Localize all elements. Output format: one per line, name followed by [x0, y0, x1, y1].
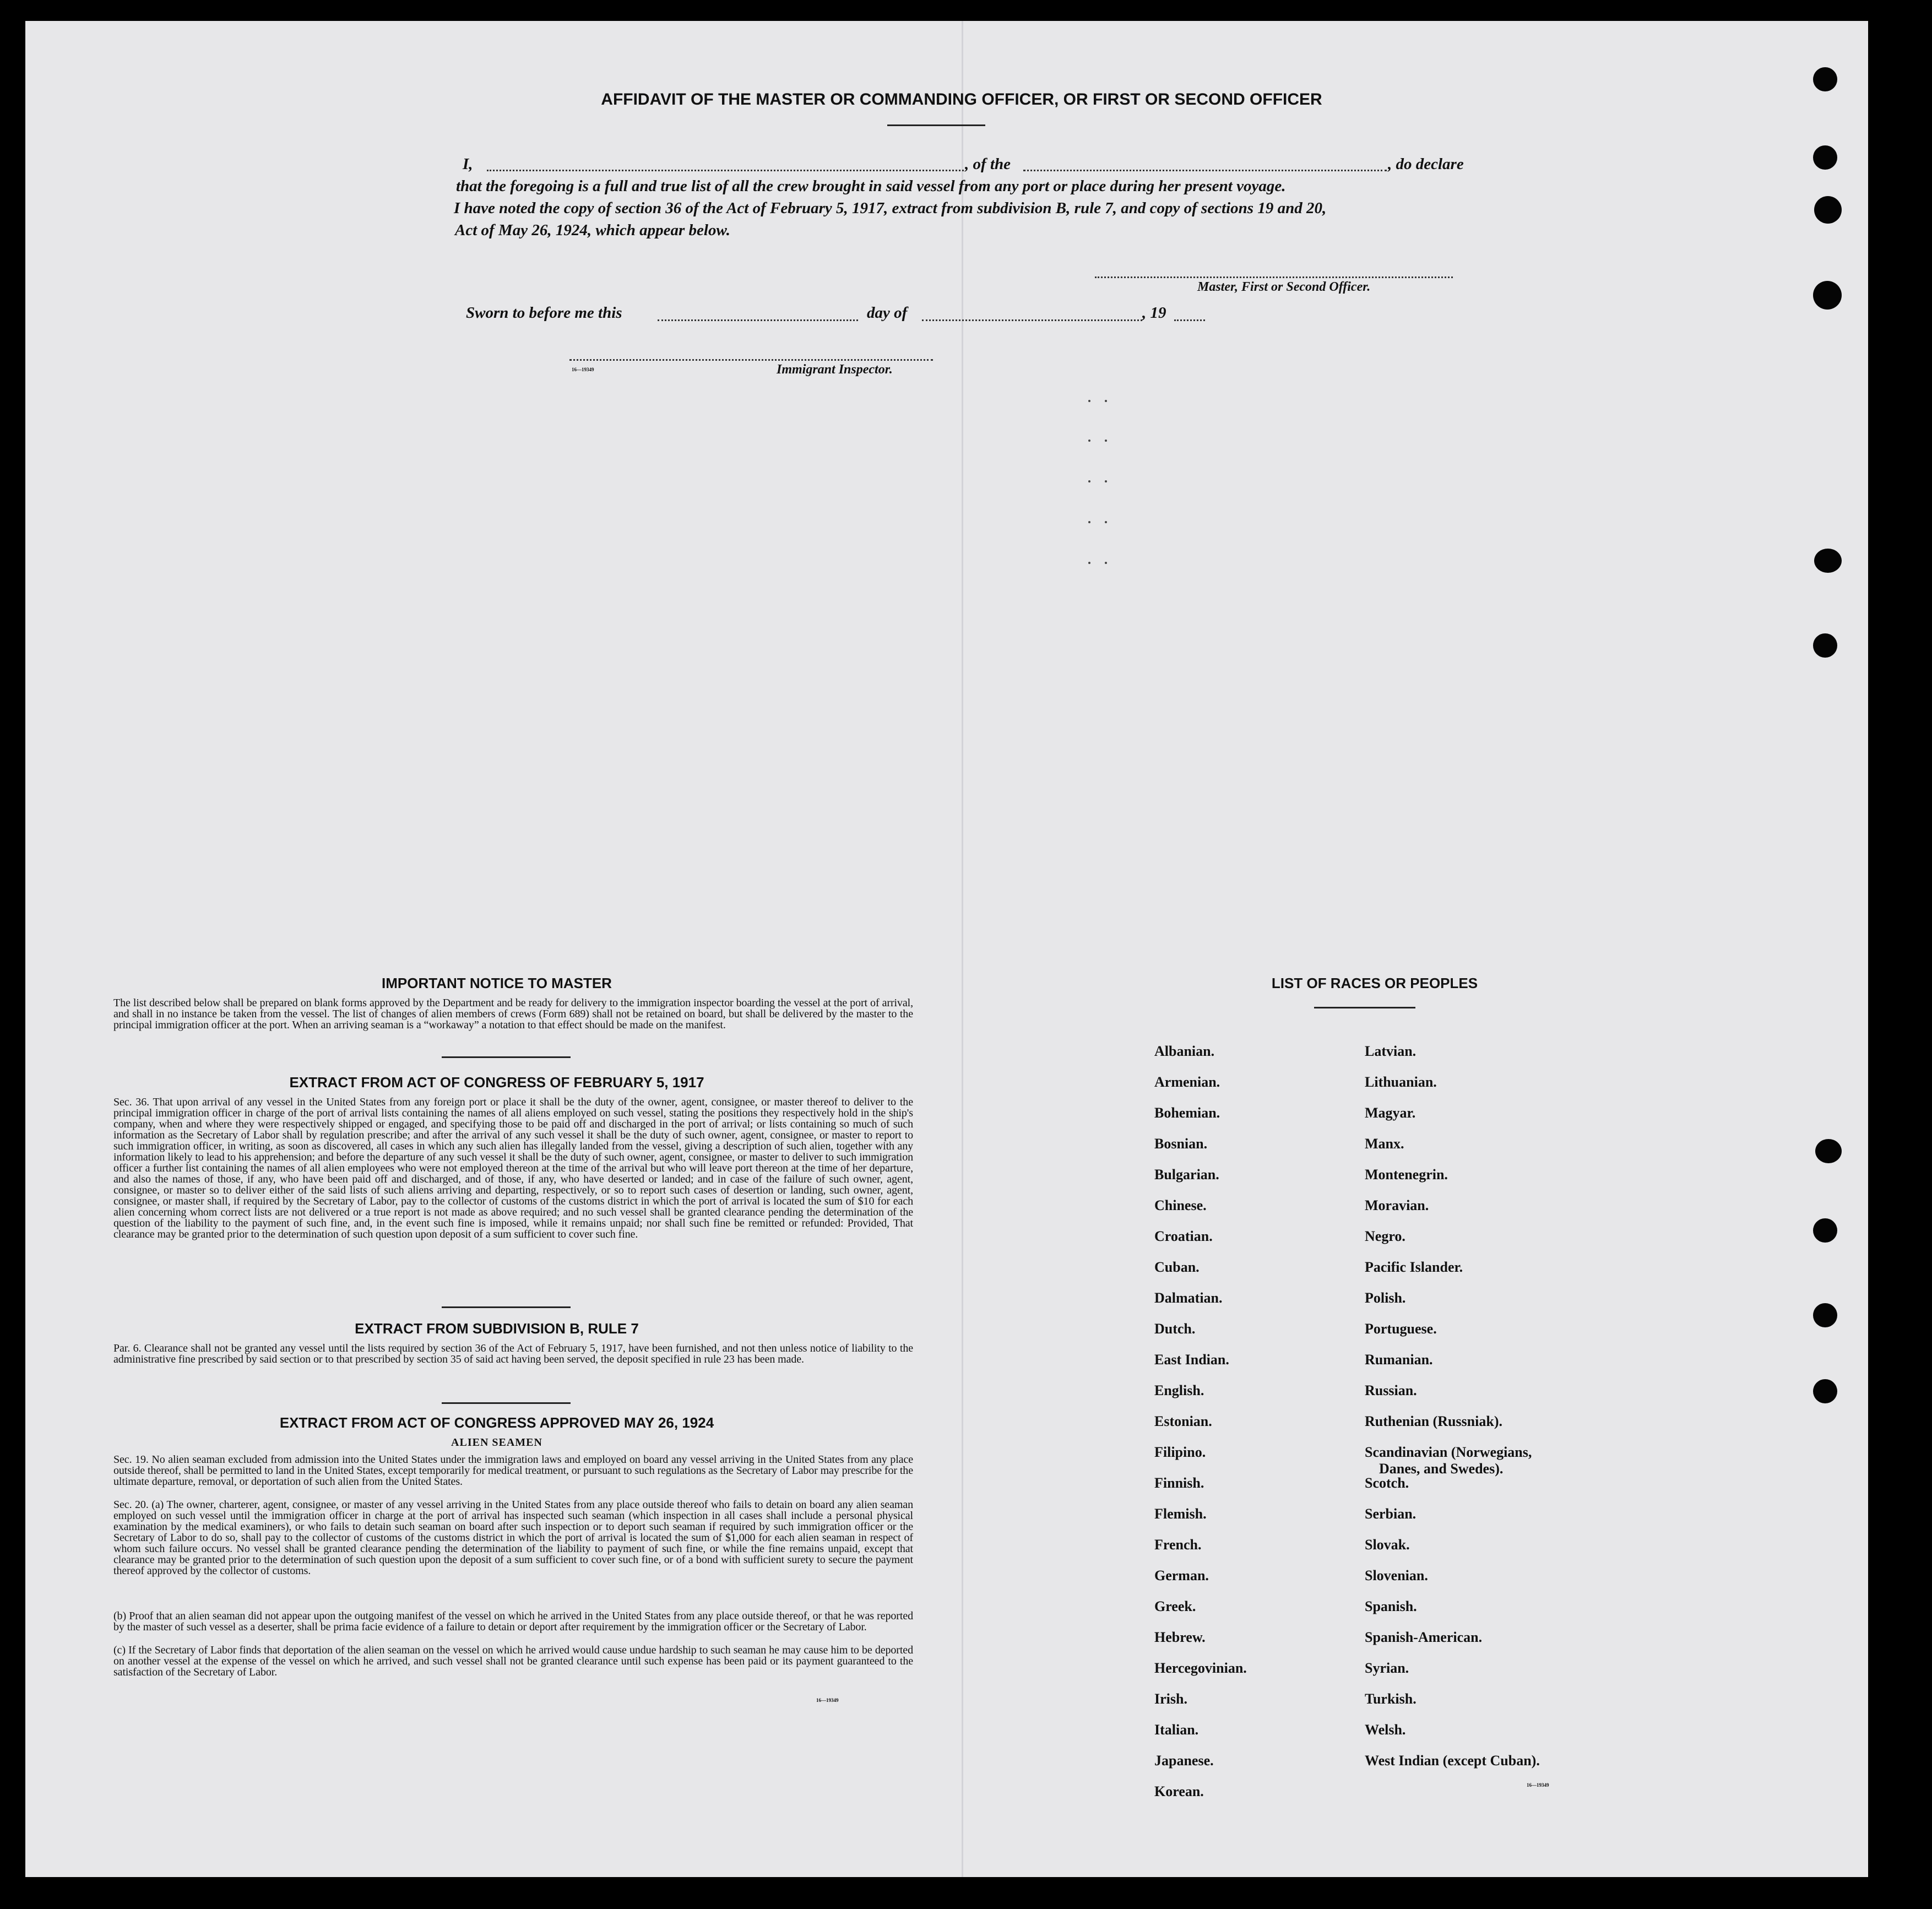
- sworn-day-blank: [658, 319, 858, 321]
- race-left-item: Bulgarian.: [1154, 1167, 1219, 1183]
- race-right-item: Ruthenian (Russniak).: [1365, 1413, 1502, 1429]
- binder-hole: [1813, 281, 1842, 310]
- rule7-text: Par. 6. Clearance shall not be granted any vessel until the lists required by section 36 of the Act of February 5, 1917, have been furnished, and not then unless notice of liability to the administrative fine prescribed by said section or to that prescribed by section 35 of said act having been served, the deposit specified in rule 23 has been made.: [113, 1342, 913, 1365]
- master-signature-line: [1095, 276, 1453, 278]
- race-left-item: Chinese.: [1154, 1197, 1207, 1213]
- race-right-item: Spanish-American.: [1365, 1629, 1483, 1645]
- rule7-title: EXTRACT FROM SUBDIVISION B, RULE 7: [355, 1320, 639, 1337]
- master-signature-label: Master, First or Second Officer.: [1197, 280, 1371, 294]
- name-blank: [487, 170, 964, 171]
- sec20c-text: (c) If the Secretary of Labor finds that deportation of the alien seaman on the vessel on which he arrived would cause undue hardship to such seaman he may cause him to be deported on another vessel at the expense of the vessel on which he arrived, and such vessel shall not be granted clearance until such expense has been paid or its payment guaranteed to the satisfaction of the Secretary of Labor.: [113, 1644, 913, 1678]
- speck: [1088, 400, 1090, 402]
- race-left-item: Bohemian.: [1154, 1105, 1220, 1121]
- race-right-item: Latvian.: [1365, 1043, 1417, 1059]
- race-right-item: Slovak.: [1365, 1537, 1410, 1553]
- affidavit-line4: Act of May 26, 1924, which appear below.: [455, 221, 730, 239]
- race-left-item: Armenian.: [1154, 1074, 1220, 1090]
- race-right-item: Polish.: [1365, 1290, 1406, 1306]
- race-left-item: German.: [1154, 1568, 1209, 1583]
- sworn-label: Sworn to before me this: [466, 304, 622, 322]
- speck: [1088, 480, 1090, 482]
- extract-form-number: 16—19349: [816, 1698, 839, 1703]
- binder-hole: [1813, 633, 1837, 658]
- binder-hole: [1813, 67, 1837, 91]
- sworn-month-blank: [922, 319, 1142, 321]
- race-left-item: English.: [1154, 1382, 1204, 1398]
- notice-title: IMPORTANT NOTICE TO MASTER: [382, 975, 612, 991]
- alien-seamen-subtitle: ALIEN SEAMEN: [451, 1436, 542, 1449]
- speck: [1088, 440, 1090, 442]
- year-label: , 19: [1142, 304, 1166, 322]
- year-blank: [1174, 319, 1205, 321]
- race-left-item: Italian.: [1154, 1722, 1199, 1738]
- speck: [1105, 562, 1107, 564]
- race-left-item: Bosnian.: [1154, 1136, 1208, 1152]
- race-right-item: Spanish.: [1365, 1598, 1417, 1614]
- race-left-item: Hercegovinian.: [1154, 1660, 1247, 1676]
- race-left-item: Albanian.: [1154, 1043, 1215, 1059]
- binder-hole: [1814, 196, 1842, 224]
- speck: [1088, 521, 1090, 523]
- race-right-item: Moravian.: [1365, 1197, 1429, 1213]
- speck: [1105, 400, 1107, 402]
- race-left-item: Filipino.: [1154, 1444, 1206, 1460]
- race-right-item: Manx.: [1365, 1136, 1404, 1152]
- extract-1917-text: Sec. 36. That upon arrival of any vessel in the United States from any foreign port or place it shall be the duty of the owner, agent, consignee, or master thereof to deliver to the principal immigration officer in charge of the port of arrival lists containing the names of all aliens employed on such vessel, stating the positions they respectively hold in the ship's company, when and where they were respectively shipped or engaged, and specifying those to be paid off and discharged in the port of arrival; or lists containing so much of such information as the Secretary of Labor shall by regulation prescribe; and after the arrival of any such vessel it shall be the duty of such owner, agent, consignee, or master to report to such immigration officer, in writing, as soon as discovered, all cases in which any such alien has illegally landed from the vessel, giving a description of such alien, together with any information likely to lead to his apprehension; and before the departure of any such vessel it shall be the duty of such owner, agent, consignee, or master to deliver to such immigration officer a further list containing the names of all alien employees who were not employed thereon at the time of the arrival but who will leave port thereon at the time of her departure, and also the names of those, if any, who have been paid off and discharged, and of those, if any, who have deserted or landed; and in case of the failure of such owner, agent, consignee, or master so to deliver either of the said lists of such aliens arriving and departing, respectively, or so to report such cases of desertion or landing, such owner, agent, consignee, or master shall, if required by the Secretary of Labor, pay to the collector of customs of the customs district in which the port of arrival is located the sum of $10 for each alien concerning whom correct lists are not delivered or a true report is not made as above required; and no such vessel shall be granted clearance pending the determination of the question of the liability to the payment of such fine, and, in the event such fine is imposed, while it remains unpaid; nor shall such fine be remitted or refunded: Provided, That clearance may be granted prior to the determination of such question upon deposit of a sum sufficient to cover such fine.: [113, 1096, 913, 1240]
- race-right-item: Magyar.: [1365, 1105, 1416, 1121]
- race-right-item: Welsh.: [1365, 1722, 1406, 1738]
- race-left-item: Croatian.: [1154, 1228, 1213, 1244]
- races-form-number: 16—19349: [1527, 1782, 1549, 1788]
- race-right-item: Scotch.: [1365, 1475, 1409, 1491]
- race-left-item: Estonian.: [1154, 1413, 1212, 1429]
- speck: [1105, 521, 1107, 523]
- sec20b-text: (b) Proof that an alien seaman did not appear upon the outgoing manifest of the vessel on which he arrived in the United States from any place outside thereof, or that he was reported by the master of such vessel as a deserter, shall be prima facie evidence of a failure to detain or deport after requirement by the immigration officer or the Secretary of Labor.: [113, 1610, 913, 1633]
- race-right-item: Portuguese.: [1365, 1321, 1437, 1337]
- race-left-item: East Indian.: [1154, 1352, 1229, 1368]
- speck: [1088, 562, 1090, 564]
- binder-hole: [1813, 1218, 1837, 1243]
- title-rule: [887, 124, 985, 126]
- race-right-item: Turkish.: [1365, 1691, 1417, 1707]
- extract-1917-title: EXTRACT FROM ACT OF CONGRESS OF FEBRUARY 5, 1917: [289, 1074, 704, 1091]
- race-left-item: Finnish.: [1154, 1475, 1204, 1491]
- rule7-rule: [442, 1402, 571, 1404]
- race-left-item: Japanese.: [1154, 1753, 1214, 1769]
- sec20a-text: Sec. 20. (a) The owner, charterer, agent, consignee, or master of any vessel arriving in the United States from any place outside thereof who fails to detain on board any alien seaman employed on such vessel until the immigration officer in charge at the port of arrival has inspected such seaman (which inspection in all cases shall include a personal physical examination by the medical examiners), or who fails to detain such seaman on board after such inspection or to deport such seaman if required by such immigration officer or the Secretary of Labor to do so, shall pay to the collector of customs of the customs district in which the port of arrival is located the sum of $1,000 for each alien seaman in respect of whom such failure occurs. No vessel shall be granted clearance pending the determination of the liability to payment of such fine, or while the fine remains unpaid, except that clearance may be granted prior to the determination of such question upon the deposit of a sum sufficient to cover such fine, or of a bond with sufficient surety to secure the payment thereof approved by the collector of customs.: [113, 1499, 913, 1577]
- extract-1924-title: EXTRACT FROM ACT OF CONGRESS APPROVED MAY 26, 1924: [279, 1414, 714, 1431]
- document-page: [25, 21, 1868, 1877]
- binder-hole: [1814, 549, 1842, 573]
- notice-text: The list described below shall be prepared on blank forms approved by the Department and be ready for delivery to the immigration inspector boarding the vessel at the port of arrival, and shall in no instance be taken from the vessel. The list of changes of alien members of crews (Form 689) shall not be retained on board, but shall be delivered by the master to the principal immigration officer at the port. When an arriving seaman is a “workaway” a notation to that effect should be made on the manifest.: [113, 997, 913, 1031]
- speck: [1105, 480, 1107, 482]
- binder-hole: [1813, 1303, 1837, 1327]
- race-right-item: Russian.: [1365, 1382, 1417, 1398]
- affidavit-title: AFFIDAVIT OF THE MASTER OR COMMANDING OFFICER, OR FIRST OR SECOND OFFICER: [601, 90, 1322, 109]
- race-right-item: Montenegrin.: [1365, 1167, 1448, 1183]
- race-right-item: West Indian (except Cuban).: [1365, 1753, 1540, 1769]
- inspector-signature-line: [569, 359, 933, 361]
- race-left-item: Flemish.: [1154, 1506, 1207, 1522]
- race-right-item: Slovenian.: [1365, 1568, 1428, 1583]
- affidavit-form-number: 16—19349: [572, 367, 594, 372]
- binder-hole: [1815, 1139, 1842, 1163]
- affidavit-declare: , do declare: [1388, 155, 1464, 173]
- center-fold: [962, 21, 963, 1877]
- binder-hole: [1813, 145, 1837, 170]
- race-left-item: Korean.: [1154, 1783, 1204, 1799]
- binder-hole: [1813, 1379, 1837, 1403]
- race-right-item: Scandinavian (Norwegians, Danes, and Swedes).: [1365, 1444, 1532, 1477]
- race-left-item: Dutch.: [1154, 1321, 1196, 1337]
- race-right-item: Syrian.: [1365, 1660, 1409, 1676]
- race-left-item: Irish.: [1154, 1691, 1187, 1707]
- speck: [1105, 440, 1107, 442]
- affidavit-of-the: , of the: [965, 155, 1011, 173]
- inspector-label: Immigrant Inspector.: [777, 362, 893, 377]
- race-right-item: Pacific Islander.: [1365, 1259, 1463, 1275]
- extract-1917-rule: [442, 1306, 571, 1308]
- race-left-item: Hebrew.: [1154, 1629, 1206, 1645]
- race-left-item: Dalmatian.: [1154, 1290, 1223, 1306]
- sec19-text: Sec. 19. No alien seaman excluded from admission into the United States under the immigration laws and employed on board any vessel arriving in the United States from any place outside thereof, shall be permitted to land in the United States, except temporarily for medical treatment, or pursuant to such regulations as the Secretary of Labor may prescribe for the ultimate departure, removal, or deportation of such alien from the United States.: [113, 1454, 913, 1488]
- notice-rule: [442, 1056, 571, 1058]
- race-left-item: French.: [1154, 1537, 1202, 1553]
- race-right-item: Rumanian.: [1365, 1352, 1433, 1368]
- races-rule: [1314, 1007, 1415, 1008]
- affidavit-line2: that the foregoing is a full and true list of all the crew brought in said vessel from any port or place during her present voyage.: [456, 177, 1286, 195]
- vessel-blank: [1023, 170, 1387, 171]
- race-right-item: Serbian.: [1365, 1506, 1417, 1522]
- affidavit-line3: I have noted the copy of section 36 of the Act of February 5, 1917, extract from subdivision B, rule 7, and copy of sections 19 and 20,: [454, 199, 1327, 217]
- affidavit-i: I,: [463, 155, 473, 173]
- day-of-label: day of: [867, 304, 908, 322]
- race-left-item: Cuban.: [1154, 1259, 1200, 1275]
- race-left-item: Greek.: [1154, 1598, 1196, 1614]
- race-right-item: Negro.: [1365, 1228, 1405, 1244]
- race-right-item: Lithuanian.: [1365, 1074, 1437, 1090]
- races-title: LIST OF RACES OR PEOPLES: [1271, 975, 1478, 991]
